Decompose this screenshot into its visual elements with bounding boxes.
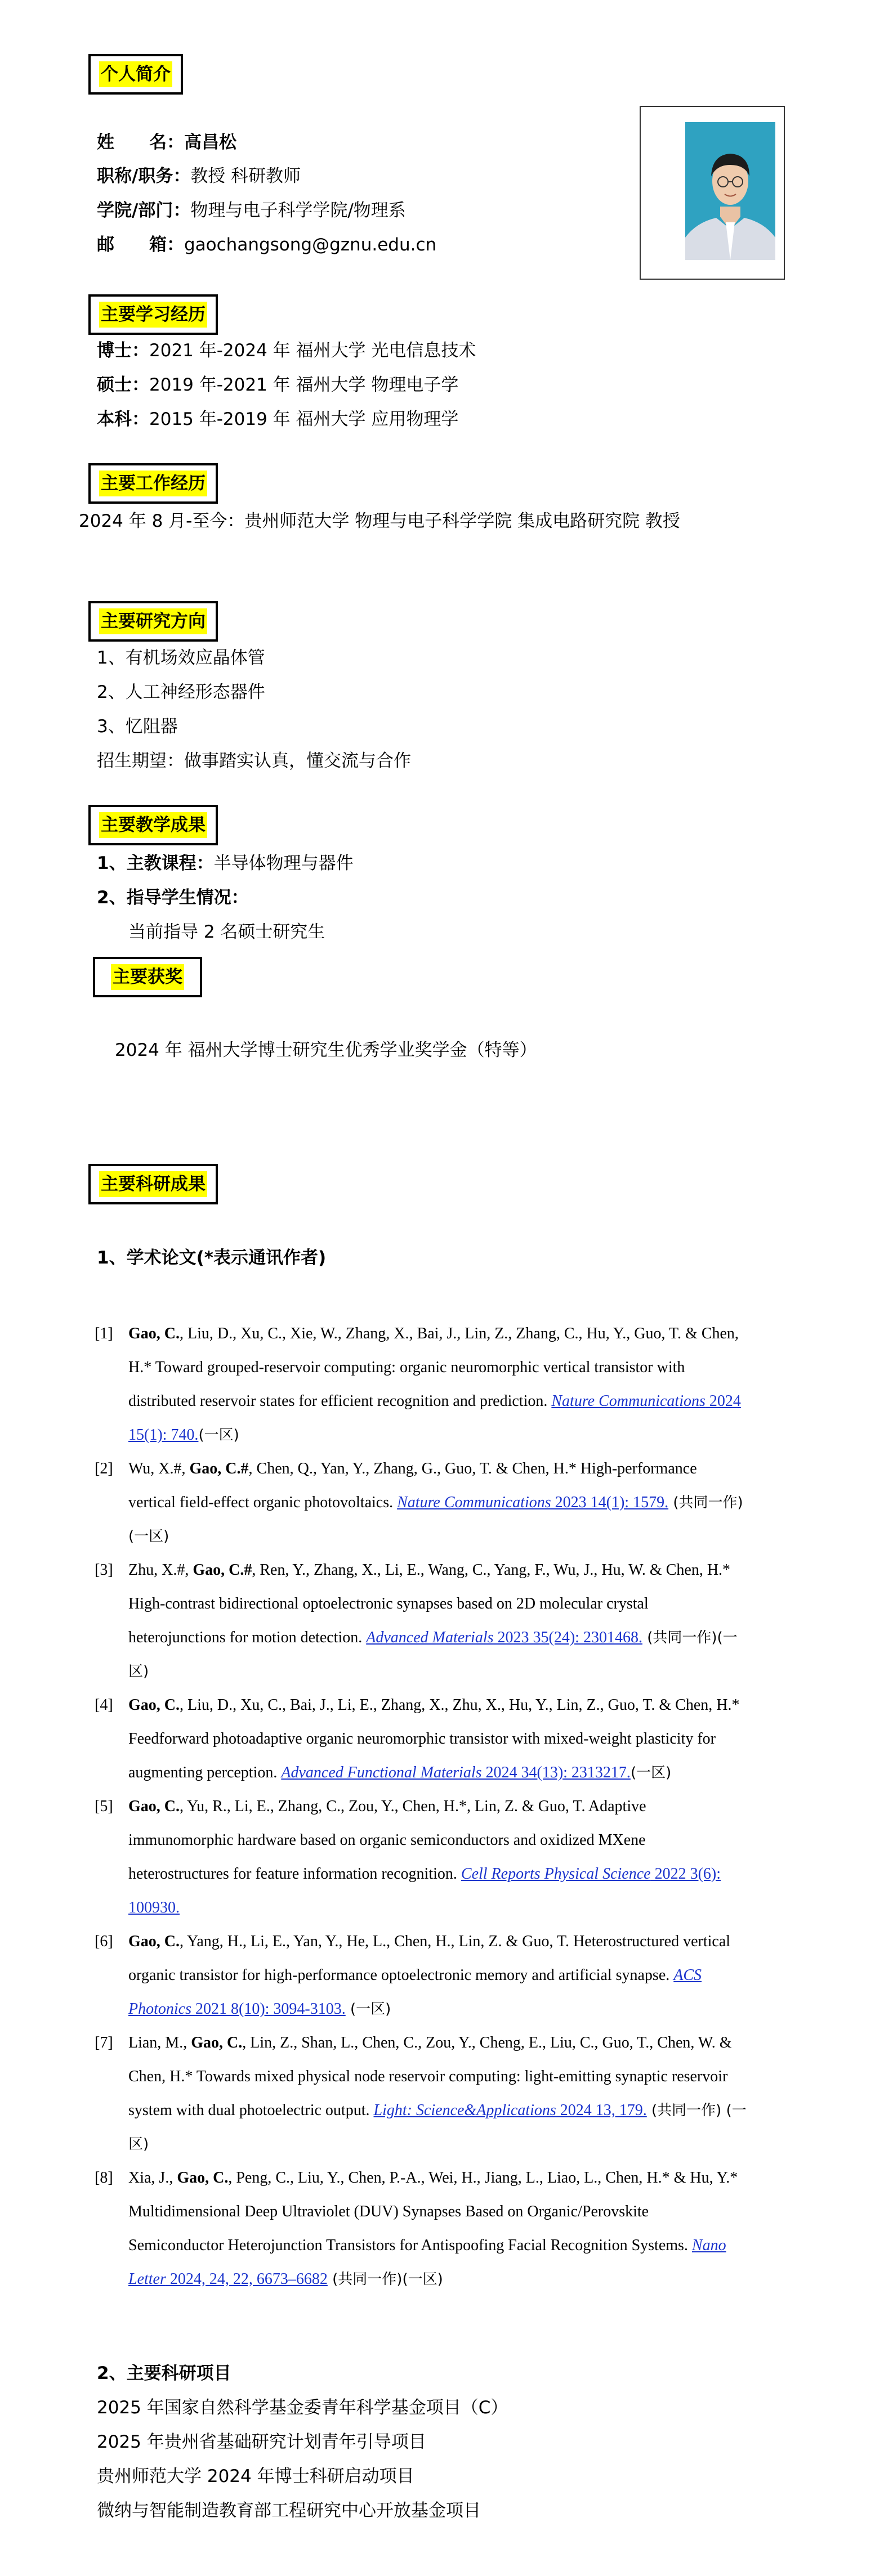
papers-heading: 1、学术论文(*表示通讯作者) xyxy=(97,1248,327,1268)
paper-publication-link[interactable]: 2024 15(1): 740. xyxy=(128,1392,741,1444)
paper-publication-link[interactable]: 2024, 24, 22, 6673–6682 xyxy=(166,2270,328,2288)
paper-publication-link[interactable]: 2024 13, 179. xyxy=(556,2102,647,2119)
paper-publication-link[interactable]: 2023 14(1): 1579. xyxy=(551,1494,669,1511)
paper-number: [6] xyxy=(95,1933,113,1950)
paper-note: (一区) xyxy=(630,1764,672,1781)
paper-publication-link[interactable]: 2022 3(6): 100930. xyxy=(128,1865,721,1916)
paper-author-self: Gao, C. xyxy=(177,2169,229,2187)
paper-journal-link[interactable]: Nature Communications xyxy=(397,1494,551,1511)
paper-item xyxy=(95,2026,748,2161)
paper-author-self: Gao, C.# xyxy=(193,1561,252,1579)
paper-item xyxy=(95,1688,748,1790)
paper-number: [7] xyxy=(95,2034,113,2051)
paper-journal-link[interactable]: Advanced Materials xyxy=(366,1629,494,1646)
project-item: 贵州师范大学 2024 年博士科研启动项目 xyxy=(97,2466,414,2487)
portrait-photo xyxy=(685,122,775,260)
education-master: 硕士：2019 年-2021 年 福州大学 物理电子学 xyxy=(97,375,459,395)
paper-item xyxy=(95,1925,748,2026)
paper-item xyxy=(95,1553,748,1688)
paper-authors: Wu, X.#, xyxy=(128,1460,190,1477)
paper-publication-link[interactable]: 2024 34(13): 2313217. xyxy=(481,1764,631,1781)
research-item: 1、有机场效应晶体管 xyxy=(97,648,265,668)
paper-journal-link[interactable]: Advanced Functional Materials xyxy=(281,1764,482,1781)
paper-author-self: Gao, C. xyxy=(128,1933,180,1950)
paper-number: [3] xyxy=(95,1561,113,1579)
paper-number: [1] xyxy=(95,1325,113,1342)
paper-journal-link[interactable]: Cell Reports Physical Science xyxy=(461,1865,651,1883)
projects-heading: 2、主要科研项目 xyxy=(97,2363,231,2384)
paper-authors: Lian, M., xyxy=(128,2034,191,2051)
portrait-frame xyxy=(640,106,785,280)
section-header-achievements: 主要科研成果 xyxy=(88,1164,218,1204)
paper-note: (共同一作)(一区) xyxy=(128,1494,743,1545)
section-header-research: 主要研究方向 xyxy=(88,601,218,642)
project-item: 2025 年贵州省基础研究计划青年引导项目 xyxy=(97,2432,426,2452)
paper-note: (一区) xyxy=(345,2001,391,2018)
paper-number: [2] xyxy=(95,1460,113,1477)
research-item: 3、忆阻器 xyxy=(97,716,178,737)
section-header-education: 主要学习经历 xyxy=(88,294,218,335)
paper-note: (共同一作)(一区) xyxy=(128,1629,738,1680)
paper-number: [4] xyxy=(95,1696,113,1714)
paper-item xyxy=(95,1452,748,1553)
work-item: 2024 年 8 月-至今：贵州师范大学 物理与电子科学学院 集成电路研究院 教授 xyxy=(79,511,680,531)
paper-note: (共同一作) (一区) xyxy=(128,2102,747,2153)
project-item: 微纳与智能制造教育部工程研究中心开放基金项目 xyxy=(97,2501,481,2521)
person-portrait-icon xyxy=(685,122,775,260)
profile-name: 姓 名：高昌松 xyxy=(97,132,236,153)
paper-title: , Yu, R., Li, E., Zhang, C., Zou, Y., Chen, H.*, Lin, Z. & Guo, T. Adaptive immunomorphic hardware based on organic semiconductors and oxidized MXene heterostructures for feature information recognition. xyxy=(128,1798,646,1883)
section-header-work: 主要工作经历 xyxy=(88,463,218,504)
paper-title: , Peng, C., Liu, Y., Chen, P.-A., Wei, H., Jiang, L., Liao, L., Chen, H.* & Hu, Y.* Multidimensional Deep Ultraviolet (DUV) Synapses Based on Organic/Perovskite Semiconductor Heterojunction Transistors for Antispoofing Facial Recognition Systems. xyxy=(128,2169,738,2254)
paper-title: , Liu, D., Xu, C., Xie, W., Zhang, X., Bai, J., Lin, Z., Zhang, C., Hu, Y., Guo, T. & Chen, H.* Toward grouped-reservoir computing: organic neuromorphic vertical transistor with distributed reservoir states for efficient recognition and prediction. xyxy=(128,1325,739,1410)
profile-title: 职称/职务：教授 科研教师 xyxy=(97,166,301,186)
paper-author-self: Gao, C. xyxy=(128,1696,180,1714)
paper-authors: Zhu, X.#, xyxy=(128,1561,193,1579)
research-item: 2、人工神经形态器件 xyxy=(97,682,265,702)
paper-title: , Lin, Z., Shan, L., Chen, C., Zou, Y., Cheng, E., Liu, C., Guo, T., Chen, W. & Chen, H.* Towards mixed physical node reservoir computing: light-emitting synaptic reservoir system with dual photoelectric output. xyxy=(128,2034,732,2119)
award-item: 2024 年 福州大学博士研究生优秀学业奖学金（特等） xyxy=(115,1040,537,1060)
profile-email: 邮 箱：gaochangsong@gznu.edu.cn xyxy=(97,235,437,255)
profile-department: 学院/部门：物理与电子科学学院/物理系 xyxy=(97,200,406,221)
education-bachelor: 本科：2015 年-2019 年 福州大学 应用物理学 xyxy=(97,409,459,429)
paper-item xyxy=(95,1790,748,1925)
paper-title: , Liu, D., Xu, C., Bai, J., Li, E., Zhang, X., Zhu, X., Hu, Y., Lin, Z., Guo, T. & Chen, H.* Feedforward photoadaptive organic neuromorphic transistor with mixed-weight plasticity for augmenting perception. xyxy=(128,1696,740,1781)
paper-authors: Xia, J., xyxy=(128,2169,177,2187)
paper-note: (一区) xyxy=(198,1427,239,1444)
paper-number: [8] xyxy=(95,2169,113,2187)
paper-author-self: Gao, C. xyxy=(128,1798,180,1815)
section-header-awards: 主要获奖 xyxy=(93,957,202,997)
section-header-intro: 个人简介 xyxy=(88,54,183,95)
recruit-expectation: 招生期望：做事踏实认真，懂交流与合作 xyxy=(97,751,411,771)
paper-author-self: Gao, C. xyxy=(191,2034,243,2051)
paper-number: [5] xyxy=(95,1798,113,1815)
paper-publication-link[interactable]: 2023 35(24): 2301468. xyxy=(493,1629,642,1646)
paper-item xyxy=(95,1317,748,1452)
paper-title: , Yang, H., Li, E., Yan, Y., He, L., Chen, H., Lin, Z. & Guo, T. Heterostructured vertical organic transistor for high-performance optoelectronic memory and artificial synapse. xyxy=(128,1933,731,1984)
teaching-course: 1、主教课程：半导体物理与器件 xyxy=(97,853,354,873)
paper-note: (共同一作)(一区) xyxy=(327,2271,443,2288)
education-phd: 博士：2021 年-2024 年 福州大学 光电信息技术 xyxy=(97,341,476,361)
paper-item xyxy=(95,2161,748,2296)
paper-publication-link[interactable]: 2021 8(10): 3094-3103. xyxy=(191,2000,346,2018)
teaching-students-label: 2、指导学生情况： xyxy=(97,888,249,908)
teaching-students-value: 当前指导 2 名硕士研究生 xyxy=(128,922,325,942)
paper-journal-link[interactable]: Nature Communications xyxy=(551,1392,706,1410)
section-header-teaching: 主要教学成果 xyxy=(88,805,218,845)
paper-author-self: Gao, C.# xyxy=(189,1460,249,1477)
paper-journal-link[interactable]: Nano Letter xyxy=(128,2237,726,2288)
project-item: 2025 年国家自然科学基金委青年科学基金项目（C） xyxy=(97,2398,508,2418)
paper-list xyxy=(95,1317,748,2296)
paper-author-self: Gao, C. xyxy=(128,1325,180,1342)
paper-journal-link[interactable]: ACS Photonics xyxy=(128,1966,702,2018)
paper-title: , Chen, Q., Yan, Y., Zhang, G., Guo, T. & Chen, H.* High-performance vertical field-effect organic photovoltaics. xyxy=(128,1460,697,1511)
paper-journal-link[interactable]: Light: Science&Applications xyxy=(373,2102,556,2119)
paper-title: , Ren, Y., Zhang, X., Li, E., Wang, C., Yang, F., Wu, J., Hu, W. & Chen, H.* High-contrast bidirectional optoelectronic synapses based on 2D molecular crystal heterojunctions for motion detection. xyxy=(128,1561,731,1646)
